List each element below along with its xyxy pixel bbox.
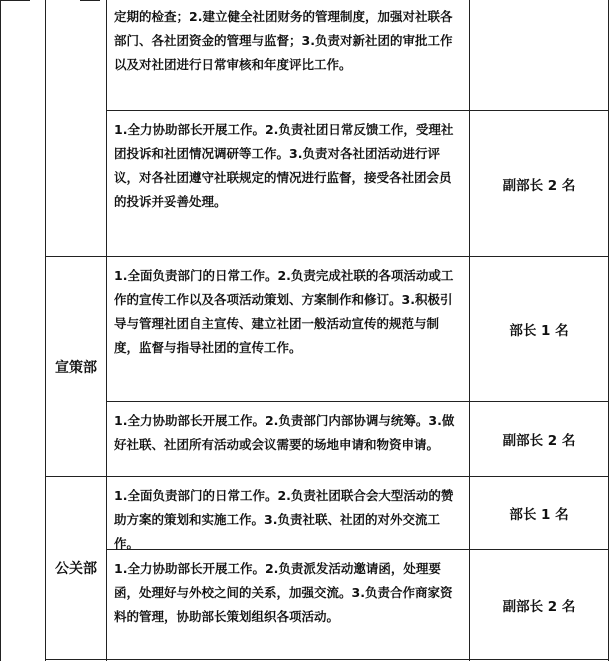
dept-label: 宣策部	[55, 359, 97, 376]
dept-cell-publicity	[46, 257, 106, 476]
role-label: 副部长 2 名	[502, 598, 576, 615]
role-cell	[470, 111, 608, 256]
role-cell	[470, 550, 608, 659]
role-cell	[470, 402, 608, 476]
duty-description: 1.全面负责部门的日常工作。2.负责完成社联的各项活动或工作的宣传工作以及各项活动策划、方案制作和修订。3.积极引导与管理社团自主宣传、建立社团一般活动宣传的规范与制度，监督与指导社团的宣传工作。	[114, 268, 454, 355]
grid-line	[80, 0, 100, 1]
grid-line	[608, 0, 609, 661]
duty-description: 1.全力协助部长开展工作。2.负责部门内部协调与统筹。3.做好社联、社团所有活动或会议需要的场地申请和物资申请。	[114, 413, 455, 452]
duty-description: 1.全面负责部门的日常工作。2.负责社团联合会大型活动的赞助方案的策划和实施工作。3.负责社联、社团的对外交流工作。	[114, 488, 454, 551]
role-label: 副部长 2 名	[502, 433, 576, 449]
role-cell	[470, 477, 608, 549]
grid-line	[45, 659, 609, 660]
duty-description: 定期的检查；2.建立健全社团财务的管理制度，加强对社联各部门、各社团资金的管理与监督；3.负责对新社团的审批工作以及对社团进行日常审核和年度评比工作。	[114, 9, 453, 72]
role-label: 部长 1 名	[509, 323, 569, 339]
grid-line	[0, 0, 1, 661]
dept-cell-pr	[46, 477, 106, 659]
role-label: 副部长 2 名	[502, 177, 576, 194]
grid-line	[0, 0, 30, 1]
dept-label: 公关部	[55, 561, 97, 577]
role-label: 部长 1 名	[509, 507, 569, 523]
duty-description: 1.全力协助部长开展工作。2.负责社团日常反馈工作，受理社团投诉和社团情况调研等工作。3.负责对各社团活动进行评议，对各社团遵守社联规定的情况进行监督，接受各社团会员的投诉并妥善处理。	[114, 122, 454, 209]
duty-description: 1.全力协助部长开展工作。2.负责派发活动邀请函，处理要函，处理好与外校之间的关系，加强交流。3.负责合作商家资料的管理，协助部长策划组织各项活动。	[114, 561, 453, 624]
role-cell	[470, 257, 608, 401]
